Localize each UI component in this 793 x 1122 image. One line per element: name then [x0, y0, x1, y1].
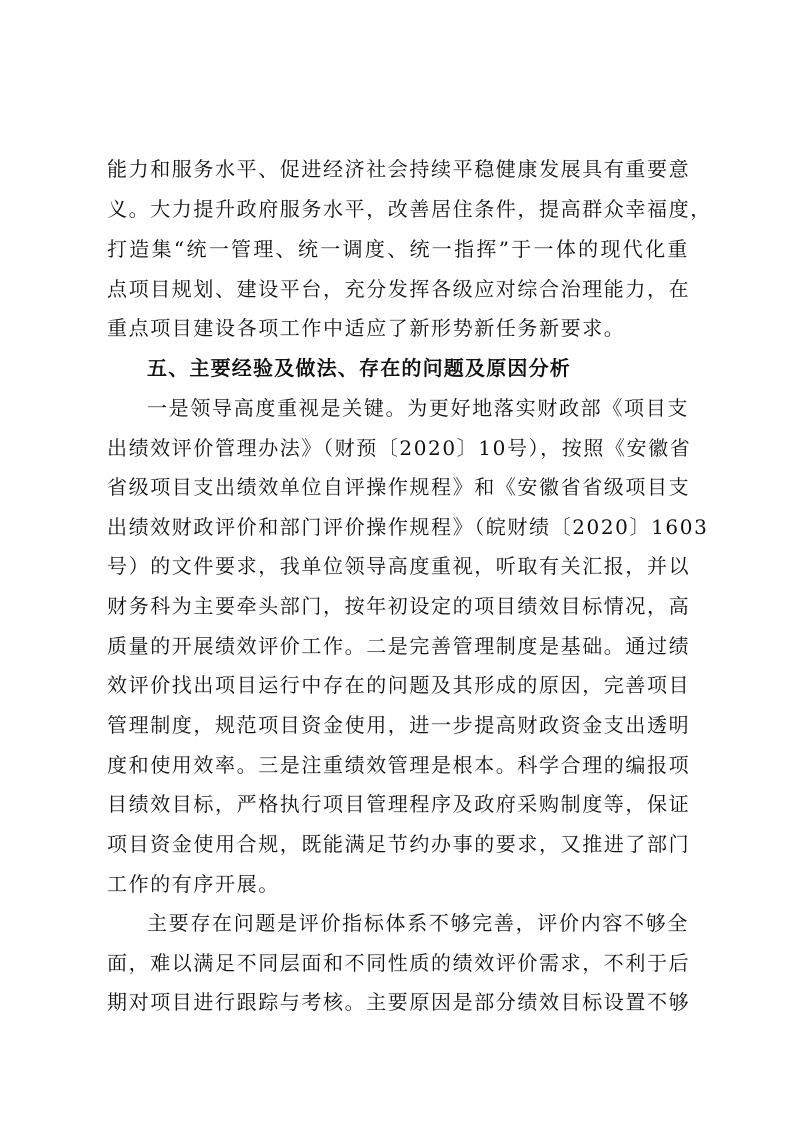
paragraph-line: 面，难以满足不同层面和不同性质的绩效评价需求，不利于后 — [107, 951, 691, 975]
paragraph-line: 一是领导高度重视是关键。为更好地落实财政部《项目支 — [147, 396, 689, 420]
paragraph-line: 质量的开展绩效评价工作。二是完善管理制度是基础。通过绩 — [107, 634, 691, 658]
paragraph-line: 能力和服务水平、促进经济社会持续平稳健康发展具有重要意 — [107, 157, 691, 181]
paragraph-line: 号）的文件要求，我单位领导高度重视，听取有关汇报，并以 — [107, 554, 691, 578]
paragraph-line: 项目资金使用合规，既能满足节约办事的要求，又推进了部门 — [107, 832, 691, 856]
paragraph-line: 省级项目支出绩效单位自评操作规程》和《安徽省省级项目支 — [107, 475, 691, 499]
paragraph-line: 出绩效评价管理办法》（财预〔2020〕10号），按照《安徽省 — [107, 436, 692, 460]
paragraph-line: 主要存在问题是评价指标体系不够完善，评价内容不够全 — [147, 911, 689, 935]
paragraph-line: 财务科为主要牵头部门，按年初设定的项目绩效目标情况，高 — [107, 594, 691, 618]
paragraph-line: 出绩效财政评价和部门评价操作规程》（皖财绩〔2020〕1603 — [107, 515, 709, 539]
paragraph-line: 打造集“统一管理、统一调度、统一指挥”于一体的现代化重 — [107, 237, 689, 261]
paragraph-line: 期对项目进行跟踪与考核。主要原因是部分绩效目标设置不够 — [107, 990, 691, 1014]
paragraph-line: 效评价找出项目运行中存在的问题及其形成的原因，完善项目 — [107, 673, 691, 697]
paragraph-line: 重点项目建设各项工作中适应了新形势新任务新要求。 — [107, 316, 626, 340]
paragraph-line: 目绩效目标，严格执行项目管理程序及政府采购制度等，保证 — [107, 792, 691, 816]
paragraph-line: 度和使用效率。三是注重绩效管理是根本。科学合理的编报项 — [107, 753, 691, 777]
paragraph-line: 管理制度，规范项目资金使用，进一步提高财政资金支出透明 — [107, 713, 691, 737]
paragraph-line: 义。大力提升政府服务水平，改善居住条件，提高群众幸福度， — [107, 197, 712, 221]
paragraph-line: 工作的有序开展。 — [107, 872, 280, 896]
paragraph-line: 点项目规划、建设平台，充分发挥各级应对综合治理能力，在 — [107, 277, 691, 301]
section-heading: 五、主要经验及做法、存在的问题及原因分析 — [147, 356, 571, 380]
